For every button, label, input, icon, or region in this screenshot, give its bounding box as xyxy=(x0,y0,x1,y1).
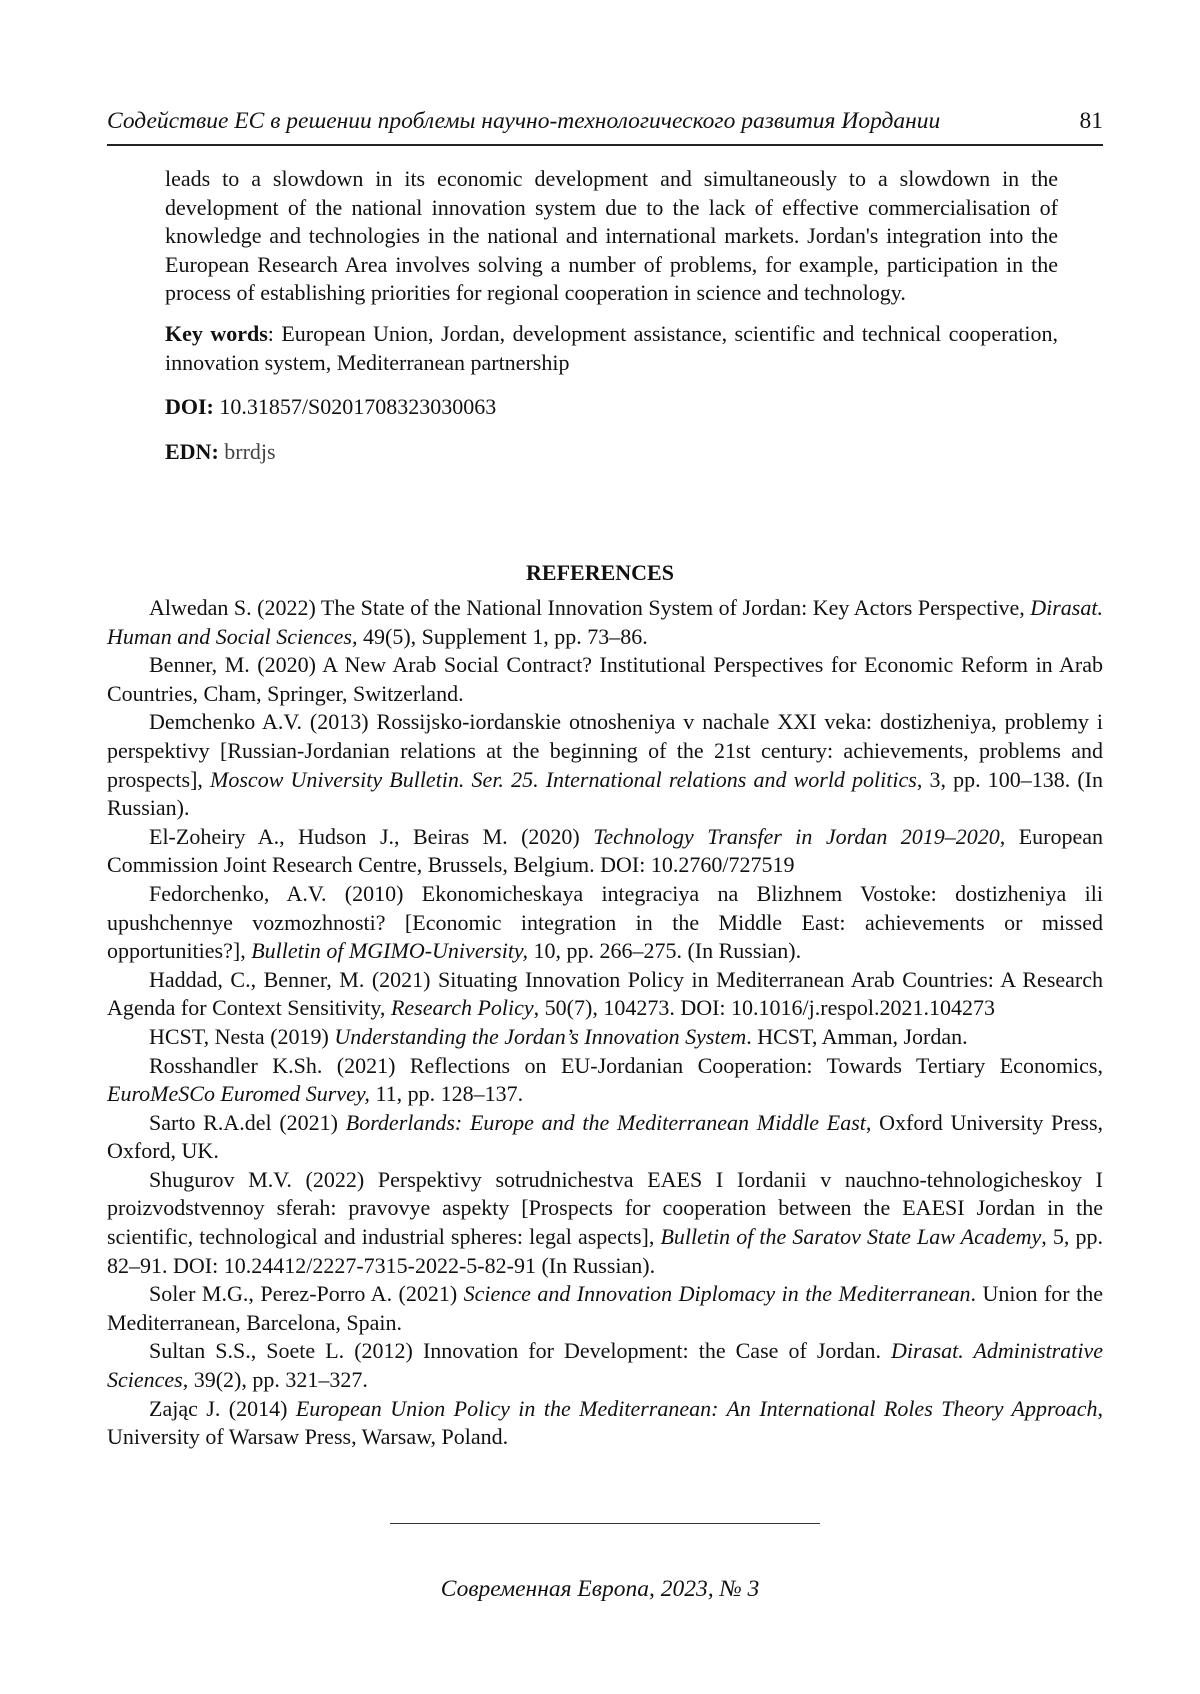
reference-item: HCST, Nesta (2019) Understanding the Jordan’s Innovation System. HCST, Amman, Jordan. xyxy=(149,1023,968,1049)
reference-item: Sarto R.A.del (2021) Borderlands: Europe and the Mediterranean Middle East, Oxford University Press, Oxford, UK. xyxy=(107,1109,1104,1164)
running-title: Содействие ЕС в решении проблемы научно-технологического развития Иордании xyxy=(107,108,941,134)
references-list xyxy=(107,594,1103,1452)
edn-value: brrdjs xyxy=(218,438,276,464)
reference-item: Zając J. (2014) European Union Policy in the Mediterranean: An International Roles Theory Approach, University of Warsaw Press, Warsaw, Poland. xyxy=(107,1395,1103,1450)
reference-item: Alwedan S. (2022) The State of the National Innovation System of Jordan: Key Actors Perspective, Dirasat. Human and Social Sciences, 49(5), Supplement 1, pp. 73–86. xyxy=(107,595,1103,649)
reference-item: Soler M.G., Perez-Porro A. (2021) Science and Innovation Diplomacy in the Mediterranean. Union for the Mediterranean, Barcelona, Spain. xyxy=(107,1281,1103,1335)
doi-label: DOI: xyxy=(165,394,214,420)
abstract-text: leads to a slowdown in its economic development and simultaneously to a slowdown in the development of the national innovation system due to the lack of effective commercialisation of knowledge and technologies in the national and international markets. Jordan's integration into the European Research Area involves solving a number of problems, for example, participation in the process of establishing priorities for regional cooperation in science and technology. xyxy=(165,166,1058,306)
reference-item: El-Zoheiry A., Hudson J., Beiras M. (2020) Technology Transfer in Jordan 2019–2020, European Commission Joint Research Centre, Brussels, Belgium. DOI: 10.2760/727519 xyxy=(107,823,1103,878)
reference-item: Rosshandler K.Sh. (2021) Reflections on EU-Jordanian Cooperation: Towards Tertiary Economics, EuroMeSCo Euromed Survey, 11, pp. 128–137. xyxy=(107,1052,1103,1107)
page-number: 81 xyxy=(1079,108,1103,134)
keywords xyxy=(165,320,1058,377)
doi-line xyxy=(165,393,1058,422)
references-heading: REFERENCES xyxy=(526,560,674,585)
reference-item: Sultan S.S., Soete L. (2012) Innovation for Development: the Case of Jordan. Dirasat. Administrative Sciences, 39(2), pp. 321–327. xyxy=(107,1338,1103,1393)
reference-item: Fedorchenko, A.V. (2010) Ekonomicheskaya integraciya na Blizhnem Vostoke: dostizheniya ili upushchennye vozmozhnosti? [Economic integration in the Middle East: achievements or missed opportunities?], Bulletin of MGIMO-University, 10, pp. 266–275. (In Russian). xyxy=(107,880,1103,964)
running-header xyxy=(107,104,1103,146)
keywords-text: : European Union, Jordan, development assistance, scientific and technical cooperation, innovation system, Mediterranean partnership xyxy=(165,320,1058,375)
doi-value: 10.31857/S0201708323030063 xyxy=(213,394,497,420)
edn-line xyxy=(165,438,1058,467)
footer-divider xyxy=(390,1523,820,1524)
reference-item: Benner, M. (2020) A New Arab Social Contract? Institutional Perspectives for Economic Reform in Arab Countries, Cham, Springer, Switzerland. xyxy=(107,652,1103,706)
keywords-label: Key words xyxy=(165,320,268,346)
edn-label: EDN: xyxy=(165,438,219,464)
reference-item: Shugurov M.V. (2022) Perspektivy sotrudnichestva EAES I Iordanii v nauchno-tehnologicheskoy I proizvodstvennoy sferah: pravovye aspekty [Prospects for cooperation between the EAESI Jordan in the scientific, technological and industrial spheres: legal aspects], Bulletin of the Saratov State Law Academy, 5, pp. 82–91. DOI: 10.24412/2227-7315-2022-5-82-91 (In Russian). xyxy=(107,1166,1104,1278)
reference-item: Haddad, C., Benner, M. (2021) Situating Innovation Policy in Mediterranean Arab Countries: A Research Agenda for Context Sensitivity, Research Policy, 50(7), 104273. DOI: 10.1016/j.respol.2021.104273 xyxy=(107,966,1103,1021)
abstract-section xyxy=(165,165,1058,482)
reference-item: Demchenko A.V. (2013) Rossijsko-iordanskie otnosheniya v nachale XXI veka: dostizheniya, problemy i perspektivy [Russian-Jordanian relations at the beginning of the 21st century: achievements, problems and prospects], Moscow University Bulletin. Ser. 25. International relations and world politics, 3, pp. 100–138. (In Russian). xyxy=(107,709,1104,821)
journal-footer: Современная Европа, 2023, № 3 xyxy=(440,1576,760,1602)
